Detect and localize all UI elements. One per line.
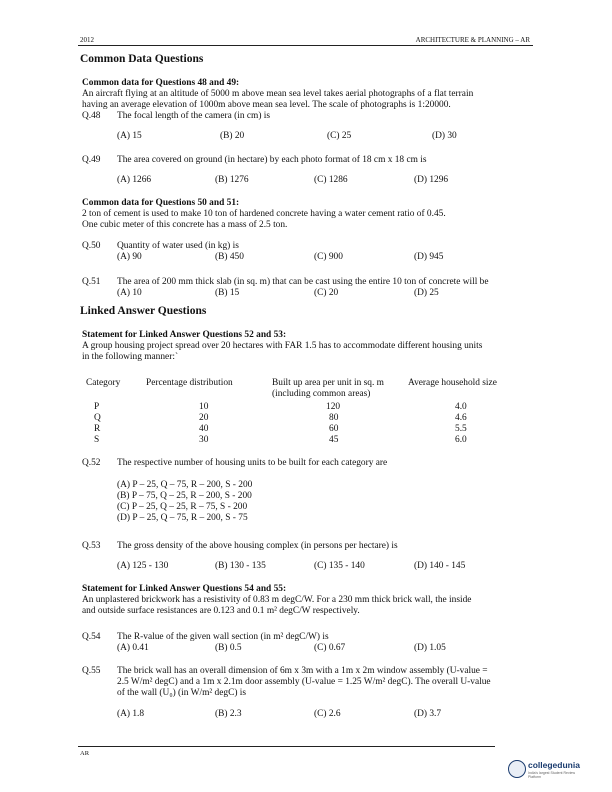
- table-header: Average household size: [408, 378, 497, 388]
- option-a[interactable]: (A) P – 25, Q – 75, R – 200, S - 200: [117, 480, 253, 490]
- option-c[interactable]: (C) 25: [327, 131, 352, 141]
- option-b[interactable]: (B) 15: [215, 288, 240, 298]
- table-cell: 4.0: [455, 402, 467, 412]
- question-text: The area of 200 mm thick slab (in sq. m) that can be cast using the entire 10 ton of concrete will be: [117, 277, 489, 287]
- option-d[interactable]: (D) 3.7: [414, 709, 442, 719]
- question-text-line: of the wall (U₀) (in W/m² degC) is: [117, 688, 247, 698]
- option-c[interactable]: (C) 0.67: [314, 643, 346, 653]
- header-divider: [78, 45, 533, 46]
- option-d[interactable]: (D) 25: [414, 288, 439, 298]
- common-data-text-line: One cubic meter of this concrete has a mass of 2.5 ton.: [82, 220, 288, 230]
- question-number: Q.55: [82, 666, 101, 676]
- question-number: Q.50: [82, 241, 101, 251]
- option-d[interactable]: (D) 140 - 145: [414, 561, 466, 571]
- common-data-text-line: An aircraft flying at an altitude of 5000 m above mean sea level takes aerial photographs of a flat terrain: [82, 89, 474, 99]
- question-number: Q.48: [82, 111, 101, 121]
- option-b[interactable]: (B) 0.5: [215, 643, 242, 653]
- options-row-q53: [117, 561, 537, 573]
- housing-data-table: [86, 378, 516, 450]
- option-b[interactable]: (B) 1276: [215, 175, 249, 185]
- question-number: Q.52: [82, 458, 101, 468]
- option-c[interactable]: (C) 135 - 140: [314, 561, 365, 571]
- table-cell: 20: [199, 413, 209, 423]
- option-b[interactable]: (B) 2.3: [215, 709, 242, 719]
- option-c[interactable]: (C) P – 25, Q – 25, R – 75, S - 200: [117, 502, 248, 512]
- logo-name: collegedunia: [528, 760, 580, 770]
- options-row-q54: [117, 643, 537, 655]
- table-cell: 4.6: [455, 413, 467, 423]
- question-number: Q.53: [82, 541, 101, 551]
- common-data-heading-48-49: Common data for Questions 48 and 49:: [82, 78, 240, 88]
- question-text: The area covered on ground (in hectare) by each photo format of 18 cm x 18 cm is: [117, 155, 427, 165]
- linked-statement-text-line: A group housing project spread over 20 hectares with FAR 1.5 has to accommodate different housing units: [82, 341, 483, 351]
- table-header: Category: [86, 378, 121, 388]
- linked-statement-text-line: An unplastered brickwork has a resistivity of 0.83 m degC/W. For a 230 mm thick brick wall, the inside: [82, 595, 472, 605]
- linked-statement-heading-54-55: Statement for Linked Answer Questions 54 and 55:: [82, 584, 287, 594]
- logo-tagline: India's largest Student Review Platform: [528, 771, 575, 780]
- option-b[interactable]: (B) P – 75, Q – 25, R – 200, S - 200: [117, 491, 252, 501]
- linked-statement-text-line: and outside surface resistances are 0.123 and 0.1 m² degC/W respectively.: [82, 606, 360, 616]
- table-header: Percentage distribution: [146, 378, 233, 388]
- header-paper-title: ARCHITECTURE & PLANNING – AR: [415, 36, 530, 44]
- option-d[interactable]: (D) 30: [432, 131, 457, 141]
- question-number: Q.51: [82, 277, 101, 287]
- table-header: (including common areas): [272, 389, 371, 399]
- option-a[interactable]: (A) 15: [117, 131, 142, 141]
- graduation-cap-icon: [508, 760, 526, 778]
- option-b[interactable]: (B) 20: [220, 131, 245, 141]
- linked-statement-text-line: in the following manner:`: [82, 352, 179, 362]
- table-cell: S: [94, 435, 100, 445]
- option-a[interactable]: (A) 90: [117, 252, 142, 262]
- options-row-q48: [117, 131, 537, 143]
- option-a[interactable]: (A) 1.8: [117, 709, 145, 719]
- table-cell: 10: [199, 402, 209, 412]
- option-c[interactable]: (C) 1286: [314, 175, 348, 185]
- footer-paper-code: AR: [80, 750, 90, 757]
- header-year: 2012: [80, 36, 94, 44]
- question-text-line: The brick wall has an overall dimension of 6m x 3m with a 1m x 2m window assembly (U-value =: [117, 666, 488, 676]
- table-cell: 30: [199, 435, 209, 445]
- question-text: The gross density of the above housing complex (in persons per hectare) is: [117, 541, 398, 551]
- linked-statement-heading-52-53: Statement for Linked Answer Questions 52 and 53:: [82, 330, 287, 340]
- options-row-q50: [117, 252, 537, 264]
- table-header: Built up area per unit in sq. m: [272, 378, 384, 388]
- table-cell: 80: [329, 413, 339, 423]
- collegedunia-logo[interactable]: [508, 758, 580, 782]
- option-d[interactable]: (D) 1.05: [414, 643, 446, 653]
- common-data-heading-50-51: Common data for Questions 50 and 51:: [82, 198, 240, 208]
- options-row-q49: [117, 175, 537, 187]
- option-b[interactable]: (B) 130 - 135: [215, 561, 266, 571]
- option-d[interactable]: (D) P – 25, Q – 75, R – 200, S - 75: [117, 513, 248, 523]
- option-c[interactable]: (C) 900: [314, 252, 343, 262]
- options-row-q55: [117, 709, 537, 721]
- table-cell: Q: [94, 413, 101, 423]
- table-cell: R: [94, 424, 101, 434]
- question-text: Quantity of water used (in kg) is: [117, 241, 239, 251]
- footer-divider: [78, 746, 495, 747]
- table-cell: 6.0: [455, 435, 467, 445]
- table-cell: 40: [199, 424, 209, 434]
- option-c[interactable]: (C) 20: [314, 288, 339, 298]
- question-number: Q.49: [82, 155, 101, 165]
- question-text-line: 2.5 W/m² degC) and a 1m x 2.1m door assembly (U-value = 1.25 W/m² degC). The overall U-value: [117, 677, 491, 687]
- option-a[interactable]: (A) 125 - 130: [117, 561, 169, 571]
- table-cell: P: [94, 402, 100, 412]
- option-c[interactable]: (C) 2.6: [314, 709, 341, 719]
- question-text: The respective number of housing units to be built for each category are: [117, 458, 388, 468]
- table-cell: 5.5: [455, 424, 467, 434]
- question-number: Q.54: [82, 632, 101, 642]
- option-a[interactable]: (A) 1266: [117, 175, 152, 185]
- option-a[interactable]: (A) 0.41: [117, 643, 149, 653]
- option-d[interactable]: (D) 1296: [414, 175, 449, 185]
- table-cell: 45: [329, 435, 339, 445]
- option-d[interactable]: (D) 945: [414, 252, 444, 262]
- option-b[interactable]: (B) 450: [215, 252, 244, 262]
- question-text: The focal length of the camera (in cm) is: [117, 111, 271, 121]
- common-data-text-line: 2 ton of cement is used to make 10 ton of hardened concrete having a water cement ratio of 0.45.: [82, 209, 446, 219]
- question-text: The R-value of the given wall section (in m² degC/W) is: [117, 632, 329, 642]
- option-a[interactable]: (A) 10: [117, 288, 142, 298]
- common-data-text-line: having an average elevation of 1000m above mean sea level. The scale of photographs is 1:20000.: [82, 100, 451, 110]
- section-title-linked-answer: Linked Answer Questions: [80, 305, 207, 317]
- table-cell: 60: [329, 424, 339, 434]
- table-cell: 120: [326, 402, 341, 412]
- options-row-q51: [117, 288, 537, 300]
- section-title-common-data: Common Data Questions: [80, 53, 204, 65]
